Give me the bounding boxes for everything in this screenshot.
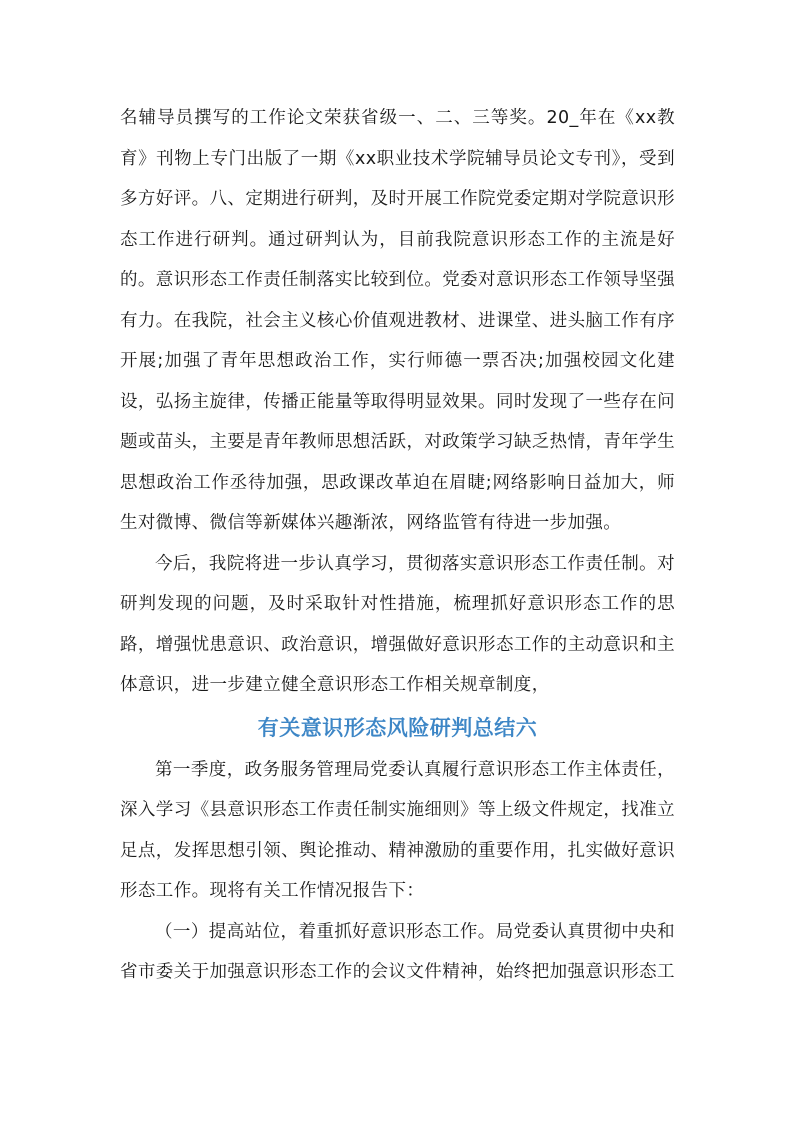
paragraph-continued: 名辅导员撰写的工作论文荣获省级一、二、三等奖。20_年在《xx教育》刊物上专门出版了一期《xx职业技术学院辅导员论文专刊》，受到多方好评。八、定期进行研判，及时开展工作院党委定期对学院意识形态工作进行研判。通过研判认为，目前我院意识形态工作的主流是好的。意识形态工作责任制落实比较到位。党委对意识形态工作领导坚强有力。在我院，社会主义核心价值观进教材、进课堂、进头脑工作有序开展;加强了青年思想政治工作，实行师德一票否决;加强校园文化建设，弘扬主旋律，传播正能量等取得明显效果。同时发现了一些存在问题或苗头，主要是青年教师思想活跃，对政策学习缺乏热情，青年学生思想政治工作丞待加强，思政课改革迫在眉睫;网络影响日益加大，师生对微博、微信等新媒体兴趣渐浓，网络监管有待进一步加强。 xyxy=(120,108,675,533)
section-title: 有关意识形态风险研判总结六 xyxy=(257,715,538,740)
document-body xyxy=(120,98,675,993)
paragraph-intro: 第一季度，政务服务管理局党委认真履行意识形态工作主体责任，深入学习《县意识形态工作责任制实施细则》等上级文件规定，找准立足点，发挥思想引领、舆论推动、精神激励的重要作用，扎实做好意识形态工作。现将有关工作情况报告下： xyxy=(120,759,675,901)
paragraph-conclusion: 今后，我院将进一步认真学习，贯彻落实意识形态工作责任制。对研判发现的问题，及时采取针对性措施，梳理抓好意识形态工作的思路，增强忧患意识、政治意识，增强做好意识形态工作的主动意识和主体意识，进一步建立健全意识形态工作相关规章制度， xyxy=(120,553,675,695)
paragraph-item-1: （一）提高站位，着重抓好意识形态工作。局党委认真贯彻中央和省市委关于加强意识形态工作的会议文件精神，始终把加强意识形态工 xyxy=(120,921,675,982)
